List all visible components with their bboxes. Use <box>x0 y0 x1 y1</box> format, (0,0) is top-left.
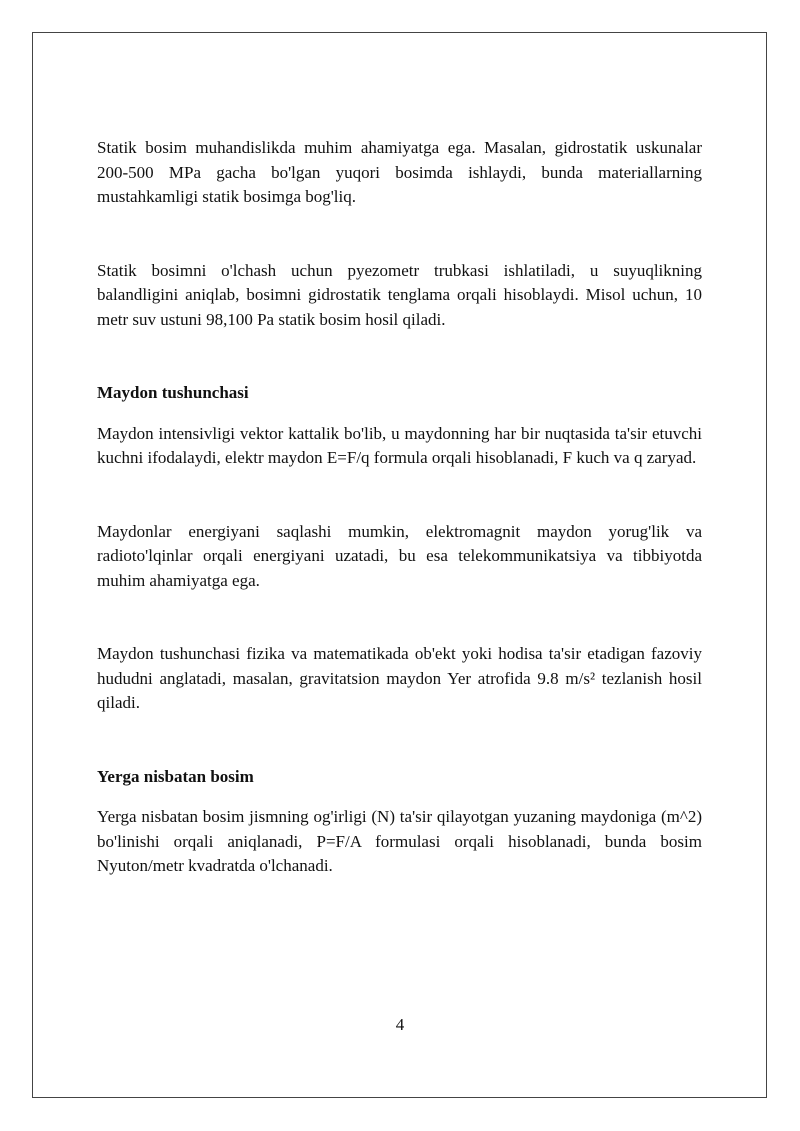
page-number: 4 <box>395 1015 405 1034</box>
paragraph-field-definition: Maydon tushunchasi fizika va matematikada ob'ekt yoki hodisa ta'sir etadigan fazoviy hududni anglatadi, masalan, gravitatsion maydon Yer atrofida 9.8 m/s² tezlanish hosil qiladi. <box>97 644 702 712</box>
heading-field-concept: Maydon tushunchasi <box>97 383 249 402</box>
paragraph-piezometer: Statik bosimni o'lchash uchun pyezometr trubkasi ishlatiladi, u suyuqlikning balandligini aniqlab, bosimni gidrostatik tenglama orqali hisoblaydi. Misol uchun, 10 metr suv ustuni 98,100 Pa statik bosim hosil qiladi. <box>97 260 702 329</box>
heading-ground-pressure: Yerga nisbatan bosim <box>97 766 254 786</box>
paragraph-field-energy: Maydonlar energiyani saqlashi mumkin, elektromagnit maydon yorug'lik va radioto'lqinlar orqali energiyani uzatadi, bu esa telekommunikatsiya va tibbiyotda muhim ahamiyatga ega. <box>97 521 702 590</box>
paragraph-field-intensity: Maydon intensivligi vektor kattalik bo'lib, u maydonning har bir nuqtasida ta'sir etuvchi kuchni ifodalaydi, elektr maydon E=F/q formula orqali hisoblanadi, F kuch va q zaryad. <box>97 423 702 467</box>
paragraph-static-pressure-engineering: Statik bosim muhandislikda muhim ahamiyatga ega. Masalan, gidrostatik uskunalar 200-500 MPa gacha bo'lgan yuqori bosimda ishlaydi, bunda materiallarning mustahkamligi statik bosimga bog'liq. <box>97 138 702 206</box>
paragraph-ground-pressure: Yerga nisbatan bosim jismning og'irligi (N) ta'sir qilayotgan yuzaning maydoniga (m^2) bo'linishi orqali aniqlanadi, P=F/A formulasi orqali hisoblanadi, bunda bosim Nyuton/metr kvadratda o'lchanadi. <box>97 807 702 875</box>
page-body <box>97 136 702 879</box>
